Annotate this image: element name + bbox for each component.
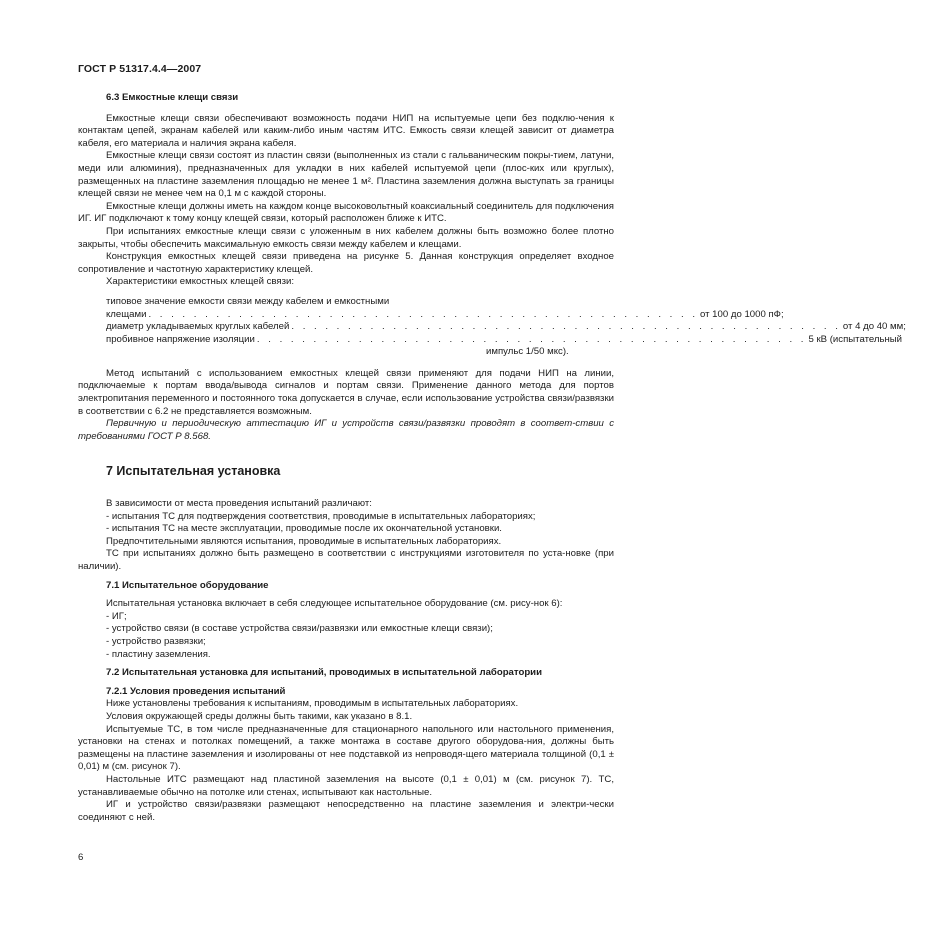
leader-dots: . . . . . . . . . . . . . . . . . . . . . . . . . . . . . . . . . . . . . . . . . . . . . . . . . — [148, 308, 698, 320]
section-7-2-heading: 7.2 Испытательная установка для испытаний, проводимых в испытательной лаборатории — [106, 667, 542, 679]
list-item: - устройство связи (в составе устройства связи/развязки или емкостные клещи связи); — [106, 623, 493, 635]
paragraph: Емкостные клещи связи состоят из пластин связи (выполненных из стали с гальваническим покры-тием, латуни, меди или алюминия), предназначенных для укладки в них кабелей испытуемой цепи (плос-ких или круглых), размещенных на пластине заземления площадью не менее 1 м². Пластина заземления должна выступать за границы клещей связи не менее чем на 0,1 м с каждой стороны. — [78, 150, 614, 200]
specification-list — [78, 295, 906, 359]
spec-label: пробивное напряжение изоляции — [106, 333, 255, 345]
paragraph: Метод испытаний с использованием емкостных клещей связи применяют для подачи НИП на линии, подключаемые к портам ввода/вывода сигналов и портам связи. Применение данного метода для портов электропитания переменного и постоянного тока допускается в случае, если использование устройства связи/развязки в соответствии с 6.2 не представляется возможным. — [78, 367, 614, 417]
spec-label: клещами — [106, 308, 147, 320]
section-6-3-heading: 6.3 Емкостные клещи связи — [106, 92, 239, 103]
spec-intro: типовое значение емкости связи между кабелем и емкостными — [106, 295, 390, 307]
paragraph: Характеристики емкостных клещей связи: — [106, 276, 295, 288]
paragraph: При испытаниях емкостные клещи связи с уложенным в них кабелем должны быть возможно более плотно закрыты, чтобы обеспечить максимальную емкость связи между кабелем и клещами. — [78, 225, 614, 250]
page-number: 6 — [78, 852, 84, 863]
paragraph-italic: Первичную и периодическую аттестацию ИГ и устройств связи/развязки проводят в соответ-ствии с требованиями ГОСТ Р 8.568. — [78, 418, 614, 442]
paragraph: Емкостные клещи связи обеспечивают возможность подачи НИП на испытуемые цепи без подклю-чения к контактам цепей, экранам кабелей или каким-либо иным частям ИТС. Емкость связи клещей зависит от диаметра кабеля, его материала и наличия экрана кабеля. — [78, 112, 614, 149]
spec-value: 5 кВ (испытательный — [808, 333, 903, 345]
spec-value: от 4 до 40 мм; — [842, 321, 906, 333]
list-item: - испытания ТС на месте эксплуатации, проводимые после их окончательной установки. — [106, 523, 502, 535]
leader-dots: . . . . . . . . . . . . . . . . . . . . . . . . . . . . . . . . . . . . . . . . . . . . . . . . . — [256, 333, 807, 345]
paragraph: Предпочтительными являются испытания, проводимые в испытательных лабораториях. — [106, 535, 502, 547]
spec-row — [106, 333, 903, 347]
list-item: - испытания ТС для подтверждения соответствия, проводимые в испытательных лабораториях; — [106, 510, 536, 522]
spec-row — [106, 321, 906, 334]
paragraph: Условия окружающей среды должны быть такими, как указано в 8.1. — [106, 710, 413, 722]
list-item: - пластину заземления. — [106, 648, 211, 660]
paragraph: Емкостные клещи должны иметь на каждом конце высоковольтный коаксиальный соединитель для подключения ИГ. ИГ подключают к тому концу клещей связи, который расположен ближе к ИТС. — [78, 200, 614, 225]
section-7-1-heading: 7.1 Испытательное оборудование — [106, 579, 269, 591]
spec-value: от 100 до 1000 пФ; — [700, 308, 784, 320]
paragraph: ИГ и устройство связи/развязки размещают непосредственно на пластине заземления и электри-чески соединяют с ней. — [78, 799, 614, 823]
document-header: ГОСТ Р 51317.4.4—2007 — [78, 63, 202, 75]
spec-label: диаметр укладываемых круглых кабелей — [106, 321, 290, 333]
spec-row-continuation — [106, 346, 614, 359]
section-7-heading: 7 Испытательная установка — [106, 464, 281, 479]
leader-dots: . . . . . . . . . . . . . . . . . . . . . . . . . . . . . . . . . . . . . . . . . . . . . . . . . — [291, 321, 841, 333]
paragraph: Конструкция емкостных клещей связи приведена на рисунке 5. Данная конструкция определяет входное сопротивление и частотную характеристику клещей. — [78, 251, 614, 275]
paragraph: В зависимости от места проведения испытаний различают: — [106, 498, 372, 510]
section-7-2-1-heading: 7.2.1 Условия проведения испытаний — [106, 685, 286, 697]
paragraph: Настольные ИТС размещают над пластиной заземления на высоте (0,1 ± 0,01) м (см. рисунок 7). ТС, устанавливаемые обычно на потолке или стенах, испытывают как настольные. — [78, 773, 614, 798]
paragraph: Испытательная установка включает в себя следующее испытательное оборудование (см. рису-нок 6): — [106, 598, 563, 610]
paragraph: Испытуемые ТС, в том числе предназначенные для стационарного напольного или настольного применения, установки на стенах и потолках помещений, а также монтажа в составе другого оборудова-ния, должны быть размещены на пластине заземления и изолированы от нее подставкой из непроводя-щего материала толщиной (0,1 ± 0,01) м (см. рисунок 7). — [78, 723, 614, 773]
spec-row — [106, 308, 784, 322]
document-body — [78, 92, 906, 824]
list-item: - ИГ; — [106, 610, 127, 622]
paragraph: ТС при испытаниях должно быть размещено в соответствии с инструкциями изготовителя по уста-новке (при наличии). — [78, 548, 614, 572]
paragraph: Ниже установлены требования к испытаниям, проводимым в испытательных лабораториях. — [106, 698, 519, 710]
list-item: - устройство развязки; — [106, 635, 206, 647]
spec-value-continuation: импульс 1/50 мкс). — [486, 346, 569, 358]
